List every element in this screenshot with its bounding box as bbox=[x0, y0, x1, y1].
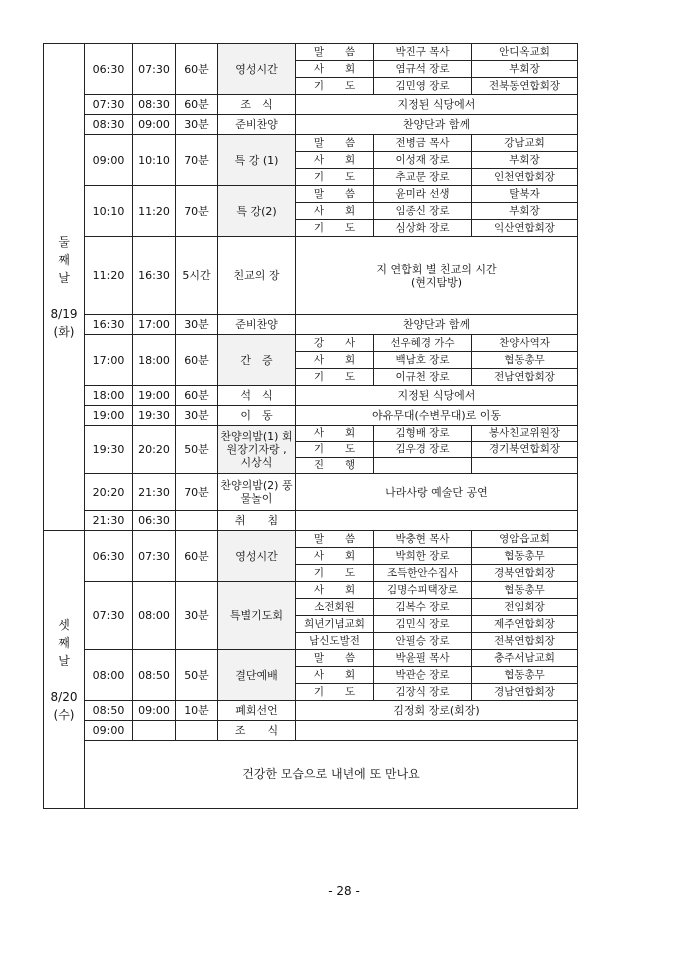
end-time: 10:10 bbox=[133, 135, 176, 186]
schedule-row bbox=[44, 650, 578, 667]
duration: 50분 bbox=[176, 426, 218, 474]
event-note bbox=[296, 721, 578, 741]
schedule-row bbox=[44, 582, 578, 599]
day-weekday: (화) bbox=[53, 325, 75, 339]
start-time: 08:30 bbox=[85, 115, 133, 135]
end-time: 19:00 bbox=[133, 386, 176, 406]
duration: 50분 bbox=[176, 650, 218, 701]
detail-role: 기 도 bbox=[296, 442, 374, 458]
event-name: 준비찬양 bbox=[218, 115, 296, 135]
detail-person: 김민식 장로 bbox=[374, 616, 472, 633]
detail-affiliation: 협동총무 bbox=[472, 352, 578, 369]
detail-role: 사 회 bbox=[296, 61, 374, 78]
schedule-row bbox=[44, 531, 578, 548]
detail-role: 희년기념교회 bbox=[296, 616, 374, 633]
detail-role: 기 도 bbox=[296, 78, 374, 95]
event-note bbox=[296, 115, 578, 135]
event-note bbox=[296, 406, 578, 426]
schedule-table bbox=[43, 43, 578, 809]
schedule-row bbox=[44, 44, 578, 61]
end-time: 09:00 bbox=[133, 115, 176, 135]
day-label-char: 셋 bbox=[58, 617, 70, 632]
end-time: 07:30 bbox=[133, 44, 176, 95]
event-name: 폐회선언 bbox=[218, 701, 296, 721]
start-time: 19:00 bbox=[85, 406, 133, 426]
detail-person: 백남호 장로 bbox=[374, 352, 472, 369]
detail-role: 사 회 bbox=[296, 426, 374, 442]
detail-person: 김민영 장로 bbox=[374, 78, 472, 95]
start-time: 08:00 bbox=[85, 650, 133, 701]
detail-person: 김형배 장로 bbox=[374, 426, 472, 442]
event-name: 영성시간 bbox=[218, 44, 296, 95]
detail-role: 사 회 bbox=[296, 152, 374, 169]
end-time: 20:20 bbox=[133, 426, 176, 474]
detail-affiliation: 부회장 bbox=[472, 61, 578, 78]
start-time: 19:30 bbox=[85, 426, 133, 474]
detail-role: 말 씀 bbox=[296, 186, 374, 203]
start-time: 10:10 bbox=[85, 186, 133, 237]
note-text: 찬양단과 함께 bbox=[402, 118, 471, 131]
schedule-row bbox=[44, 474, 578, 511]
detail-role: 사 회 bbox=[296, 582, 374, 599]
end-time: 08:50 bbox=[133, 650, 176, 701]
event-name: 취 침 bbox=[218, 511, 296, 531]
event-note bbox=[296, 95, 578, 115]
end-time: 17:00 bbox=[133, 315, 176, 335]
detail-person: 추교문 장로 bbox=[374, 169, 472, 186]
duration: 30분 bbox=[176, 115, 218, 135]
day-label-cell bbox=[44, 44, 85, 531]
detail-affiliation: 봉사친교위원장 bbox=[472, 426, 578, 442]
event-name: 조 식 bbox=[218, 721, 296, 741]
detail-affiliation: 경북연합회장 bbox=[472, 565, 578, 582]
detail-role: 진 행 bbox=[296, 458, 374, 474]
duration: 70분 bbox=[176, 186, 218, 237]
detail-affiliation: 부회장 bbox=[472, 203, 578, 220]
schedule-row bbox=[44, 406, 578, 426]
detail-person: 안필승 장로 bbox=[374, 633, 472, 650]
detail-affiliation: 협동총무 bbox=[472, 548, 578, 565]
detail-person: 염규석 장로 bbox=[374, 61, 472, 78]
detail-person: 윤미라 선생 bbox=[374, 186, 472, 203]
note-text: 찬양단과 함께 bbox=[402, 318, 471, 331]
detail-role: 기 도 bbox=[296, 169, 374, 186]
detail-role: 기 도 bbox=[296, 565, 374, 582]
day-date: 8/20 bbox=[50, 689, 78, 704]
end-time: 11:20 bbox=[133, 186, 176, 237]
schedule-row bbox=[44, 95, 578, 115]
event-note bbox=[296, 474, 578, 511]
schedule-row bbox=[44, 237, 578, 315]
detail-affiliation: 전남연합회장 bbox=[472, 369, 578, 386]
detail-affiliation: 협동총무 bbox=[472, 667, 578, 684]
detail-affiliation: 충주서남교회 bbox=[472, 650, 578, 667]
detail-person: 이규천 장로 bbox=[374, 369, 472, 386]
event-name: 이 동 bbox=[218, 406, 296, 426]
event-name: 영성시간 bbox=[218, 531, 296, 582]
end-time: 07:30 bbox=[133, 531, 176, 582]
event-name: 조 식 bbox=[218, 95, 296, 115]
detail-affiliation: 부회장 bbox=[472, 152, 578, 169]
detail-role: 강 사 bbox=[296, 335, 374, 352]
detail-role: 말 씀 bbox=[296, 44, 374, 61]
detail-person: 심상화 장로 bbox=[374, 220, 472, 237]
detail-person: 임종신 장로 bbox=[374, 203, 472, 220]
schedule-row bbox=[44, 386, 578, 406]
detail-role: 기 도 bbox=[296, 369, 374, 386]
event-name: 특 강(2) bbox=[218, 186, 296, 237]
detail-role: 사 회 bbox=[296, 203, 374, 220]
duration: 60분 bbox=[176, 386, 218, 406]
detail-affiliation: 안디옥교회 bbox=[472, 44, 578, 61]
schedule-row bbox=[44, 721, 578, 741]
detail-affiliation: 경기북연합회장 bbox=[472, 442, 578, 458]
duration: 70분 bbox=[176, 474, 218, 511]
start-time: 06:30 bbox=[85, 44, 133, 95]
note-subtext: (현지탐방) bbox=[410, 275, 463, 289]
detail-person: 박윤필 목사 bbox=[374, 650, 472, 667]
duration: 60분 bbox=[176, 44, 218, 95]
detail-role: 사 회 bbox=[296, 548, 374, 565]
schedule-row bbox=[44, 701, 578, 721]
detail-person bbox=[374, 458, 472, 474]
schedule-row bbox=[44, 511, 578, 531]
detail-affiliation: 경남연합회장 bbox=[472, 684, 578, 701]
duration bbox=[176, 721, 218, 741]
event-note bbox=[296, 315, 578, 335]
detail-affiliation: 찬양사역자 bbox=[472, 335, 578, 352]
start-time: 09:00 bbox=[85, 135, 133, 186]
end-time: 16:30 bbox=[133, 237, 176, 315]
end-time: 21:30 bbox=[133, 474, 176, 511]
detail-person: 선우혜경 가수 bbox=[374, 335, 472, 352]
detail-person: 김장식 장로 bbox=[374, 684, 472, 701]
event-name: 친교의 장 bbox=[218, 237, 296, 315]
day-label-char: 둘 bbox=[58, 235, 70, 249]
schedule-row bbox=[44, 115, 578, 135]
start-time: 21:30 bbox=[85, 511, 133, 531]
day-label-char: 날 bbox=[58, 653, 70, 668]
detail-affiliation bbox=[472, 458, 578, 474]
day-label-cell bbox=[44, 531, 85, 809]
detail-affiliation: 전북동연합회장 bbox=[472, 78, 578, 95]
detail-role: 말 씀 bbox=[296, 135, 374, 152]
detail-person: 박충현 목사 bbox=[374, 531, 472, 548]
schedule-row bbox=[44, 135, 578, 152]
event-name: 찬양의밤(2) 풍물놀이 bbox=[218, 474, 296, 511]
end-time: 08:00 bbox=[133, 582, 176, 650]
end-time: 08:30 bbox=[133, 95, 176, 115]
note-text: 나라사랑 예술단 공연 bbox=[385, 485, 488, 499]
day-weekday: (수) bbox=[53, 707, 75, 722]
detail-person: 조득한안수집사 bbox=[374, 565, 472, 582]
duration bbox=[176, 511, 218, 531]
detail-person: 박관순 장로 bbox=[374, 667, 472, 684]
event-note bbox=[296, 511, 578, 531]
closing-row bbox=[44, 741, 578, 809]
closing-message: 건강한 모습으로 내년에 또 만나요 bbox=[85, 741, 578, 809]
start-time: 17:00 bbox=[85, 335, 133, 386]
detail-role: 사 회 bbox=[296, 352, 374, 369]
detail-person: 박진구 목사 bbox=[374, 44, 472, 61]
detail-role: 기 도 bbox=[296, 220, 374, 237]
duration: 60분 bbox=[176, 531, 218, 582]
duration: 60분 bbox=[176, 335, 218, 386]
start-time: 08:50 bbox=[85, 701, 133, 721]
detail-affiliation: 강남교회 bbox=[472, 135, 578, 152]
note-text: 지정된 식당에서 bbox=[397, 98, 476, 111]
schedule-row bbox=[44, 426, 578, 442]
end-time: 19:30 bbox=[133, 406, 176, 426]
detail-person: 박희한 장로 bbox=[374, 548, 472, 565]
day-label-char: 째 bbox=[58, 253, 70, 267]
detail-affiliation: 전임회장 bbox=[472, 599, 578, 616]
start-time: 07:30 bbox=[85, 95, 133, 115]
detail-person: 전병금 목사 bbox=[374, 135, 472, 152]
end-time: 06:30 bbox=[133, 511, 176, 531]
detail-affiliation: 탈북자 bbox=[472, 186, 578, 203]
detail-person: 김우경 장로 bbox=[374, 442, 472, 458]
event-note bbox=[296, 386, 578, 406]
schedule-row bbox=[44, 315, 578, 335]
detail-person: 이성재 장로 bbox=[374, 152, 472, 169]
note-text: 야유무대(수변무대)로 이동 bbox=[372, 409, 501, 422]
start-time: 20:20 bbox=[85, 474, 133, 511]
detail-role: 기 도 bbox=[296, 684, 374, 701]
duration: 30분 bbox=[176, 406, 218, 426]
note-text: 지정된 식당에서 bbox=[397, 389, 476, 402]
end-time: 09:00 bbox=[133, 701, 176, 721]
duration: 30분 bbox=[176, 582, 218, 650]
duration: 70분 bbox=[176, 135, 218, 186]
start-time: 07:30 bbox=[85, 582, 133, 650]
start-time: 18:00 bbox=[85, 386, 133, 406]
event-name: 결단예배 bbox=[218, 650, 296, 701]
detail-affiliation: 영암읍교회 bbox=[472, 531, 578, 548]
detail-affiliation: 제주연합회장 bbox=[472, 616, 578, 633]
day-label-char: 째 bbox=[58, 635, 70, 650]
start-time: 11:20 bbox=[85, 237, 133, 315]
detail-role: 소전회원 bbox=[296, 599, 374, 616]
detail-person: 김명수피택장로 bbox=[374, 582, 472, 599]
detail-person: 김복수 장로 bbox=[374, 599, 472, 616]
note-text: 김정회 장로(회장) bbox=[393, 704, 480, 717]
event-name: 석 식 bbox=[218, 386, 296, 406]
note-text: 지 연합회 별 친교의 시간 bbox=[376, 262, 497, 276]
schedule-row bbox=[44, 186, 578, 203]
day-label-char: 날 bbox=[58, 271, 70, 285]
event-name: 특 강 (1) bbox=[218, 135, 296, 186]
event-note bbox=[296, 237, 578, 315]
event-name: 준비찬양 bbox=[218, 315, 296, 335]
start-time: 06:30 bbox=[85, 531, 133, 582]
page-number: - 28 - bbox=[328, 884, 360, 898]
detail-role: 남신도발전 bbox=[296, 633, 374, 650]
detail-affiliation: 협동총무 bbox=[472, 582, 578, 599]
duration: 30분 bbox=[176, 315, 218, 335]
duration: 5시간 bbox=[176, 237, 218, 315]
duration: 10분 bbox=[176, 701, 218, 721]
detail-affiliation: 익산연합회장 bbox=[472, 220, 578, 237]
start-time: 09:00 bbox=[85, 721, 133, 741]
event-name: 찬양의밤(1) 회원장기자랑 , 시상식 bbox=[218, 426, 296, 474]
event-name: 특별기도회 bbox=[218, 582, 296, 650]
detail-role: 사 회 bbox=[296, 667, 374, 684]
duration: 60분 bbox=[176, 95, 218, 115]
event-name: 간 증 bbox=[218, 335, 296, 386]
event-note bbox=[296, 701, 578, 721]
detail-role: 말 씀 bbox=[296, 650, 374, 667]
day-date: 8/19 bbox=[50, 307, 78, 321]
end-time: 18:00 bbox=[133, 335, 176, 386]
detail-affiliation: 인천연합회장 bbox=[472, 169, 578, 186]
start-time: 16:30 bbox=[85, 315, 133, 335]
detail-affiliation: 전북연합회장 bbox=[472, 633, 578, 650]
schedule-row bbox=[44, 335, 578, 352]
detail-role: 말 씀 bbox=[296, 531, 374, 548]
end-time bbox=[133, 721, 176, 741]
